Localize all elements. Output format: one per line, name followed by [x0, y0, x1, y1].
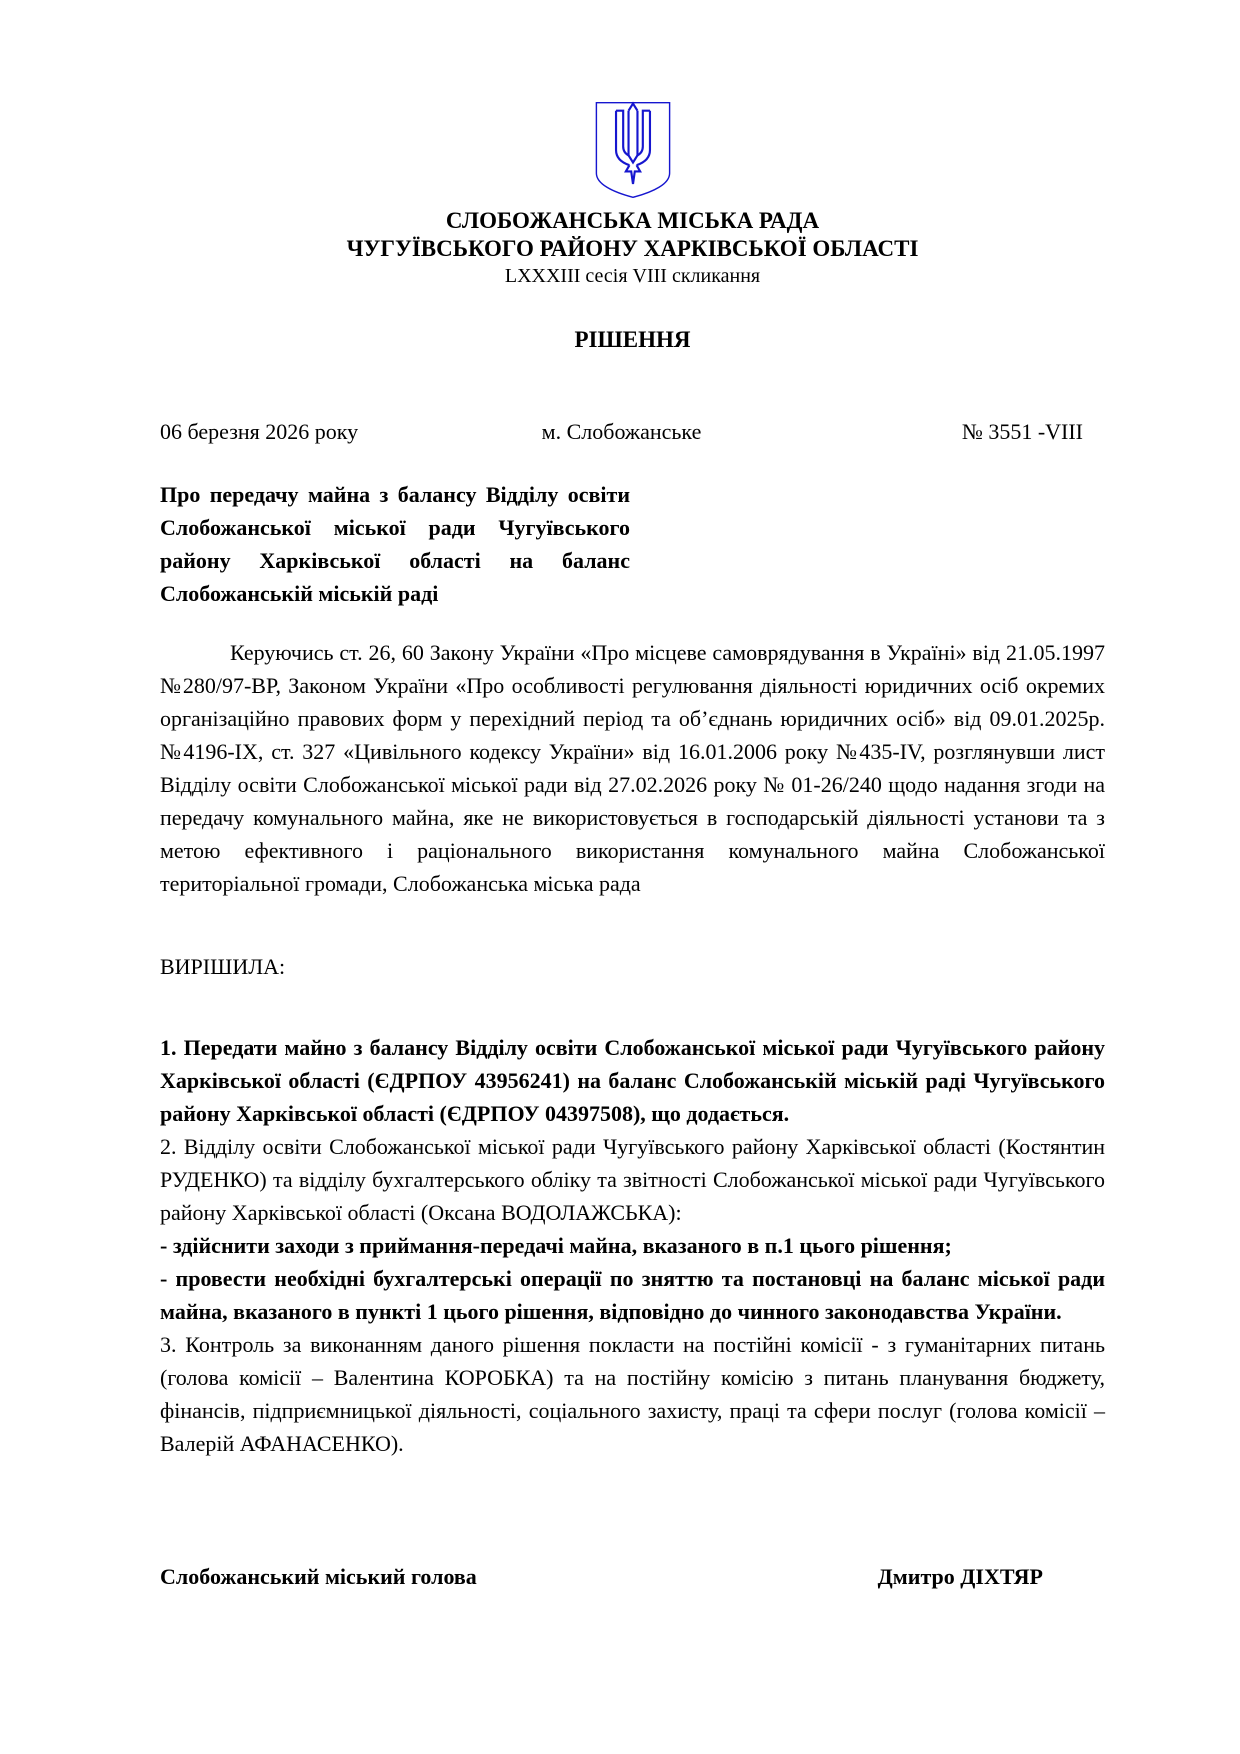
document-number: № 3551 -VIII — [961, 419, 1084, 444]
resolved-label: ВИРІШИЛА: — [160, 954, 286, 979]
document-header — [160, 100, 1105, 289]
document-type-title: РІШЕННЯ — [574, 327, 691, 352]
signatory-name: Дмитро ДІХТЯР — [877, 1564, 1043, 1589]
meta-row — [160, 415, 1105, 448]
org-name-line2: ЧУГУЇВСЬКОГО РАЙОНУ ХАРКІВСЬКОЇ ОБЛАСТІ — [346, 236, 919, 261]
subject-paragraph: Про передачу майна з балансу Відділу освіти Слобожанської міської ради Чугуївського району Харківської області на баланс Слобожанській міській раді — [160, 482, 630, 606]
item-3: 3. Контроль за виконанням даного рішення покласти на постійні комісії - з гуманітарних питань (голова комісії – Валентина КОРОБКА) та на постійну комісію з питань планування бюджету, фінансів, підприємницької діяльності, соціального захисту, праці та сфери послуг (голова комісії – Валерій АФАНАСЕНКО). — [160, 1332, 1105, 1456]
document-date: 06 березня 2026 року — [160, 419, 359, 444]
item-2: 2. Відділу освіти Слобожанської міської ради Чугуївського району Харківської області (Костянтин РУДЕНКО) та відділу бухгалтерського обліку та звітності Слобожанської міської ради Чугуївського району Харківської області (Оксана ВОДОЛАЖСЬКА): — [160, 1134, 1105, 1225]
item-2-subitem-2: - провести необхідні бухгалтерські операції по зняттю та постановці на баланс міської ради майна, вказаного в пункті 1 цього рішення, відповідно до чинного законодавства України. — [160, 1266, 1105, 1324]
signatory-position: Слобожанський міський голова — [160, 1564, 477, 1589]
preamble-paragraph: Керуючись ст. 26, 60 Закону України «Про місцеве самоврядування в Україні» від 21.05.1997 №280/97-ВР, Законом України «Про особливості регулювання діяльності юридичних осіб окремих організаційно правових форм у перехідний період та об’єднань юридичних осіб» від 09.01.2025р. №4196-IX, ст. 327 «Цивільного кодексу України» від 16.01.2006 року №435-IV, розглянувши лист Відділу освіти Слобожанської міської ради від 27.02.2026 року № 01-26/240 щодо надання згоди на передачу комунального майна, яке не використовується в господарській діяльності установи та з метою ефективного і раціонального використання комунального майна Слобожанської територіальної громади, Слобожанська міська рада — [160, 640, 1105, 896]
session-line: LXXXIII сесія VIII скликання — [504, 265, 761, 287]
operative-items — [160, 1031, 1105, 1460]
item-1: 1. Передати майно з балансу Відділу освіти Слобожанської міської ради Чугуївського району Харківської області (ЄДРПОУ 43956241) на баланс Слобожанській міській раді Чугуївського району Харківської області (ЄДРПОУ 04397508), що додається. — [160, 1035, 1105, 1126]
document-place: м. Слобожанське — [541, 419, 702, 444]
item-2-subitem-1: - здійснити заходи з приймання-передачі майна, вказаного в п.1 цього рішення; — [160, 1233, 952, 1258]
ukraine-trident-emblem-icon — [588, 100, 678, 205]
org-name-line1: СЛОБОЖАНСЬКА МІСЬКА РАДА — [445, 208, 820, 233]
signature-row — [160, 1560, 1105, 1593]
